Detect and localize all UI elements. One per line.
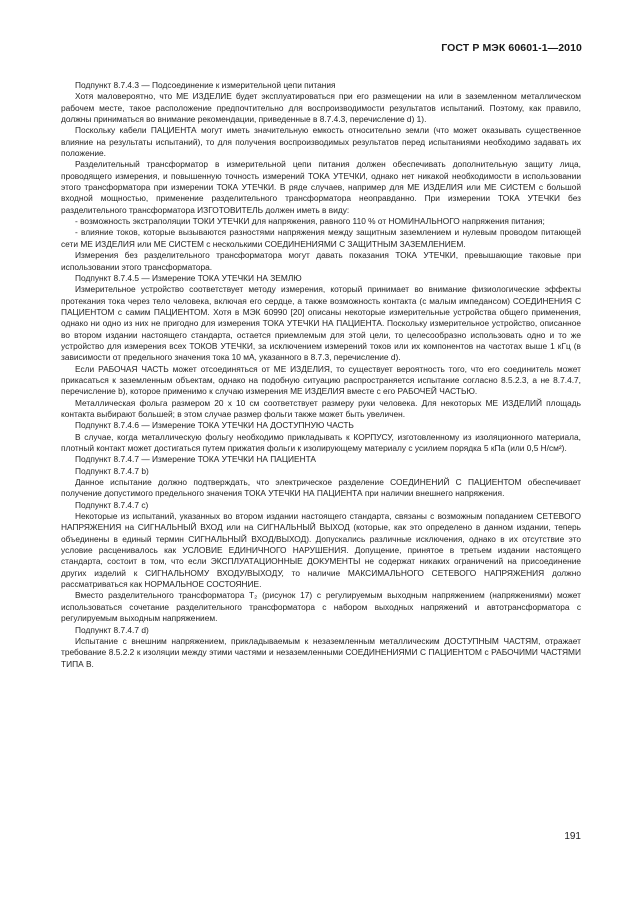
subclause-heading: Подпункт 8.7.4.6 — Измерение ТОКА УТЕЧКИ НА ДОСТУПНУЮ ЧАСТЬ — [75, 420, 354, 431]
body-paragraph: Данное испытание должно подтверждать, что электрическое разделение СОЕДИНЕНИЙ С ПАЦИЕНТОМ обеспечивает получение допустимого предельного значения ТОКА УТЕЧКИ НА ПАЦИЕНТА при наличии внешнего напряжения. — [61, 477, 581, 499]
body-paragraph: Испытание с внешним напряжением, прикладываемым к незаземленным металлическим ДОСТУПНЫМ ЧАСТЯМ, отражает требование 8.5.2.2 к изоляции между этими частями и незаземленными СОЕДИНЕНИЯМИ С ПАЦИЕНТОМ с РАБОЧИМИ ЧАСТЯМИ ТИПА В. — [61, 635, 581, 669]
subclause-heading: Подпункт 8.7.4.5 — Измерение ТОКА УТЕЧКИ НА ЗЕМЛЮ — [75, 272, 302, 283]
body-paragraph: В случае, когда металлическую фольгу необходимо прикладывать к КОРПУСУ, изготовленному из изоляционного материала, плотный контакт может достигаться путем прижатия фольги к изолирующему материалу с усилием порядка 5 кПа (или 0,5 Н/см²). — [61, 431, 581, 453]
body-paragraph: Поскольку кабели ПАЦИЕНТА могут иметь значительную емкость относительно земли (что может оказывать существенное влияние на результаты испытаний), то для получения воспроизводимых результатов перед испытаниями необходимо задавать их положение. — [61, 125, 581, 159]
list-item: - влияние токов, которые вызываются разностями напряжения между защитным заземлением и нулевым проводом питающей сети МЕ ИЗДЕЛИЯ или МЕ СИСТЕМ с несколькими СОЕДИНЕНИЯМИ С ЗАЩИТНЫМ ЗАЗЕМЛЕНИЕМ. — [61, 227, 581, 249]
document-body — [61, 80, 581, 670]
body-paragraph: Разделительный трансформатор в измерительной цепи питания должен обеспечивать дополнительную защиту лица, проводящего измерения, и повышенную точность измерений ТОКА УТЕЧКИ, однако нет никакой необходимости в использовании этого трансформатора при измерении ТОКА УТЕЧКИ. В ряде случаев, например для МЕ ИЗДЕЛИЯ или МЕ СИСТЕМ с большой входной мощностью, применение разделительного трансформатора неоправданно. При измерении ТОКА УТЕЧКИ без разделительного трансформатора ИЗГОТОВИТЕЛЬ должен иметь в виду: — [61, 159, 581, 215]
body-paragraph: Измерительное устройство соответствует методу измерения, который принимает во внимание физиологические эффекты протекания тока через тело человека, включая его сердце, а также возможность контакта (с малым импедансом) СОЕДИНЕНИЯ С ПАЦИЕНТОМ с самим ПАЦИЕНТОМ. Хотя в МЭК 60990 [20] описаны некоторые измерительные устройства общего применения, однако ни одно из них не пригодно для измерения ТОКА УТЕЧКИ НА ПАЦИЕНТА. Поскольку измерительное устройство, описанное во втором издании настоящего стандарта, остается приемлемым для этой цели, то целесообразно использовать одно и то же устройство для измерения всех ТОКОВ УТЕЧКИ, за исключением измерений токов или их компонентов на частотах выше 1 кГц (в зависимости от предельного значения тока 10 мА, указанного в 8.7.3, перечисление d). — [61, 284, 581, 363]
page-number: 191 — [564, 831, 581, 842]
body-paragraph: Металлическая фольга размером 20 х 10 см соответствует размеру руки человека. Для некоторых МЕ ИЗДЕЛИЙ площадь контакта выбирают большей; в этом случае размер фольги также может быть увеличен. — [61, 397, 581, 419]
document-header: ГОСТ Р МЭК 60601-1—2010 — [441, 42, 582, 54]
subclause-heading: Подпункт 8.7.4.7 с) — [75, 499, 149, 510]
subclause-heading: Подпункт 8.7.4.7 b) — [75, 465, 149, 476]
subclause-heading: Подпункт 8.7.4.7 — Измерение ТОКА УТЕЧКИ НА ПАЦИЕНТА — [75, 454, 316, 465]
list-item: - возможность экстраполяции ТОКИ УТЕЧКИ для напряжения, равного 110 % от НОМИНАЛЬНОГО напряжения питания; — [75, 216, 545, 227]
body-paragraph: Хотя маловероятно, что МЕ ИЗДЕЛИЕ будет эксплуатироваться при его размещении на или в заземленном металлическом рабочем месте, такое расположение предпочтительно для воспроизводимости результатов испытаний. Поэтому, как правило, должны приниматься во внимание рекомендации, приведенные в 8.7.4.3, перечисление d) 1). — [61, 91, 581, 125]
subclause-heading: Подпункт 8.7.4.7 d) — [75, 624, 149, 635]
body-paragraph: Вместо разделительного трансформатора T₂ (рисунок 17) с регулируемым выходным напряжением (напряжениями) может использоваться сочетание разделительного трансформатора с набором выходных напряжений и автотрансформатора с регулируемым выходным напряжением. — [61, 590, 581, 624]
body-paragraph: Если РАБОЧАЯ ЧАСТЬ может отсоединяться от МЕ ИЗДЕЛИЯ, то существует вероятность того, что его соединитель может прикасаться к заземленным объектам, однако на подобную ситуацию распространяется испытание согласно 8.5.2.3, а не 8.7.4.7, перечисление b), которое применимо к случаю измерения МЕ ИЗДЕЛИЯ вместе с его РАБОЧЕЙ ЧАСТЬЮ. — [61, 363, 581, 397]
body-paragraph: Некоторые из испытаний, указанных во втором издании настоящего стандарта, связаны с возможным попаданием СЕТЕВОГО НАПРЯЖЕНИЯ на СИГНАЛЬНЫЙ ВХОД или на СИГНАЛЬНЫЙ ВЫХОД (которые, как это определено в данном издании, теперь объединены в единый термин СИГНАЛЬНЫЙ ВХОД/ВЫХОД). Допускались различные исключения, однако в их отсутствие это условие расценивалось как УСЛОВИЕ ЕДИНИЧНОГО НАРУШЕНИЯ. Допущение, принятое в третьем издании настоящего стандарта, состоит в том, что если ЭКСПЛУАТАЦИОННЫЕ ДОКУМЕНТЫ не содержат никаких ограничений на присоединение других изделий к СИГНАЛЬНОМУ ВХОДУ/ВЫХОДУ, то наличие МАКСИМАЛЬНОГО СЕТЕВОГО НАПРЯЖЕНИЯ должно рассматриваться как НОРМАЛЬНОЕ СОСТОЯНИЕ. — [61, 511, 581, 590]
body-paragraph: Измерения без разделительного трансформатора могут давать показания ТОКА УТЕЧКИ, превышающие таковые при использовании этого трансформатора. — [61, 250, 581, 272]
subclause-heading: Подпункт 8.7.4.3 — Подсоединение к измерительной цепи питания — [75, 80, 336, 90]
